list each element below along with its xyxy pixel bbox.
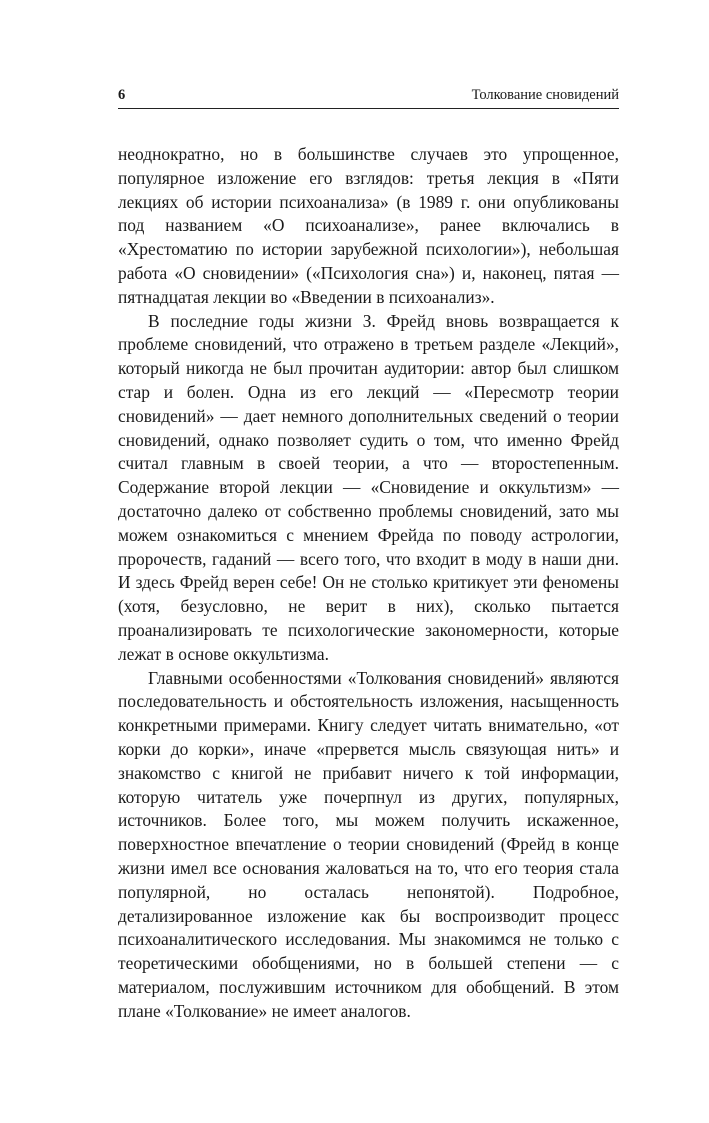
header-rule [118, 108, 619, 109]
paragraph-continuation: неоднократно, но в большинстве случаев это упрощенное, популярное изложение его взглядов: третья лекция в «Пяти лекциях об истории психоанализа» (в 1989 г. они опубликованы под названием «О психоанализе», ранее включались в «Хрестоматию по истории зарубежной психологии»), небольшая работа «О сновидении» («Психология сна») и, наконец, пятая — пятнадцатая лекции во «Введении в психоанализ». [118, 144, 619, 307]
running-head [118, 84, 619, 106]
page-number: 6 [118, 87, 126, 103]
paragraph-main-features: Главными особенностями «Толкования сновидений» являются последовательность и обстоятельность изложения, насыщенность конкретными примерами. Книгу следует читать внимательно, «от корки до корки», иначе «прервется мысль связующая нить» и знакомство с книгой не прибавит ничего к той информации, которую читатель уже почерпнул из других, популярных, источников. Более того, мы можем получить искаженное, поверхностное впечатление о теории сновидений (Фрейд в конце жизни имел все основания жаловаться на то, что его теория стала популярной, но осталась непонятой). Подробное, детализированное изложение как бы воспроизводит процесс психоаналитического исследования. Мы знакомимся не только с теоретическими обобщениями, но в большей степени — с материалом, послужившим источником для обобщений. В этом плане «Толкование» не имеет аналогов. [118, 667, 619, 1021]
paragraph-later-years: В последние годы жизни З. Фрейд вновь возвращается к проблеме сновидений, что отражено в третьем разделе «Лекций», который никогда не был прочитан аудитории: автор был слишком стар и болен. Одна из его лекций — «Пересмотр теории сновидений» — дает немного дополнительных сведений о теории сновидений, однако позволяет судить о том, что именно Фрейд считал главным в своей теории, а что — второстепенным. Содержание второй лекции — «Сновидение и оккультизм» — достаточно далеко от собственно проблемы сновидений, зато мы можем ознакомиться с мнением Фрейда по поводу астрологии, пророчеств, гаданий — всего того, что входит в моду в наши дни. И здесь Фрейд верен себе! Он не столько критикует эти феномены (хотя, безусловно, не верит в них), сколько пытается проанализировать те психологические закономерности, которые лежат в основе оккультизма. [118, 310, 619, 664]
book-page [118, 0, 619, 1123]
running-title: Толкование сновидений [471, 87, 619, 103]
body-text [118, 143, 619, 1023]
